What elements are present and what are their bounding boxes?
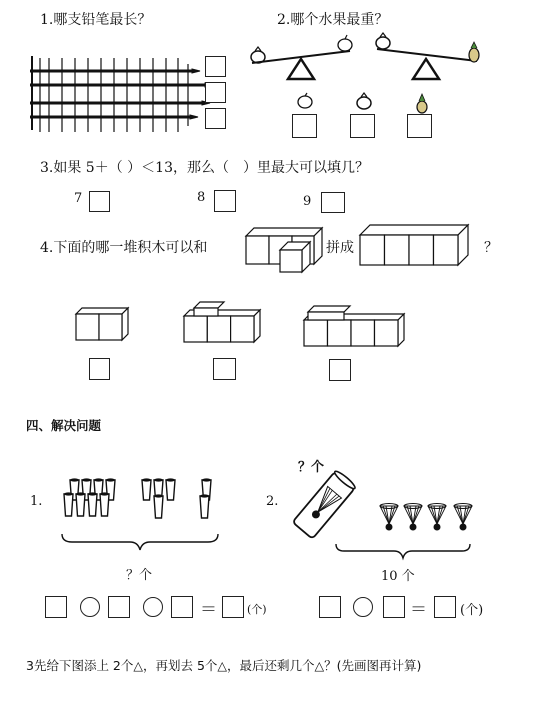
p1-unit: (个) [247, 603, 267, 616]
p1-eq-result-box[interactable] [222, 596, 244, 618]
pencils-figure [30, 56, 200, 136]
p1-eq-operator-circle-2[interactable] [143, 597, 163, 617]
q1-answer-box-1[interactable] [205, 56, 226, 77]
p3-text: 3先给下图添上 2个△，再划去 5个△，最后还剩几个△？(先画图再计算) [26, 658, 422, 673]
q4-option-b-blocks [184, 302, 266, 344]
apple-icon [296, 93, 314, 109]
q4-option-a-blocks [76, 308, 132, 342]
q4-given-blocks [242, 228, 326, 272]
shuttlecock-tube-figure [292, 474, 354, 538]
p2-eq-result-box[interactable] [434, 596, 456, 618]
p1-eq-box-2[interactable] [108, 596, 130, 618]
p1-eq-box-1[interactable] [45, 596, 67, 618]
p2-equals-sign: ＝ [410, 600, 427, 620]
q3-answer-box-9[interactable] [321, 192, 345, 213]
q4-title-part-b: 拼成 [326, 240, 354, 256]
q4-option-c-blocks [304, 306, 410, 348]
q3-answer-box-8[interactable] [214, 190, 236, 212]
q4-answer-box-a[interactable] [89, 358, 110, 380]
shuttlecocks-figure [378, 502, 478, 534]
q2-answer-box-apple[interactable] [292, 114, 317, 138]
p2-total-label: 10 个 [381, 569, 415, 584]
p1-total-label: ？个 [126, 568, 153, 583]
q3-answer-box-7[interactable] [89, 191, 110, 212]
pineapple-icon [415, 94, 429, 114]
p2-top-label: ？个 [298, 460, 325, 475]
p2-label: 2. [266, 494, 279, 509]
q4-title-part-c: ？ [484, 240, 498, 256]
pear-icon [354, 93, 374, 111]
p1-eq-box-3[interactable] [171, 596, 193, 618]
p2-brace [334, 542, 472, 560]
p1-label: 1. [30, 494, 43, 509]
section-4-title: 四、解决问题 [26, 418, 102, 433]
p1-equals-sign: ＝ [200, 600, 217, 620]
p1-eq-operator-circle-1[interactable] [80, 597, 100, 617]
p2-eq-box-1[interactable] [319, 596, 341, 618]
q3-option-7: 7 [74, 191, 83, 206]
q3-option-8: 8 [197, 190, 206, 205]
q1-answer-box-2[interactable] [205, 82, 226, 103]
q2-title: 2.哪个水果最重？ [277, 12, 389, 28]
p2-unit: (个) [460, 603, 484, 618]
q1-answer-box-3[interactable] [205, 108, 226, 129]
q1-title: 1.哪支铅笔最长？ [40, 12, 152, 28]
cups-figure [60, 474, 228, 524]
q4-answer-box-b[interactable] [213, 358, 236, 380]
p2-eq-box-2[interactable] [383, 596, 405, 618]
q3-title: 3.如果 5＋（ ）＜13，那么（ ）里最大可以填几？ [40, 160, 369, 176]
q4-answer-box-c[interactable] [329, 359, 351, 381]
p2-eq-operator-circle[interactable] [353, 597, 373, 617]
q2-answer-box-pineapple[interactable] [407, 114, 432, 138]
balance-1-figure [248, 30, 358, 82]
q3-option-9: 9 [303, 194, 312, 209]
q4-target-blocks [360, 225, 472, 267]
p1-brace [60, 532, 220, 552]
q4-title-part-a: 4.下面的哪一堆积木可以和 [40, 240, 208, 256]
balance-2-figure [373, 30, 483, 82]
q2-answer-box-pear[interactable] [350, 114, 375, 138]
